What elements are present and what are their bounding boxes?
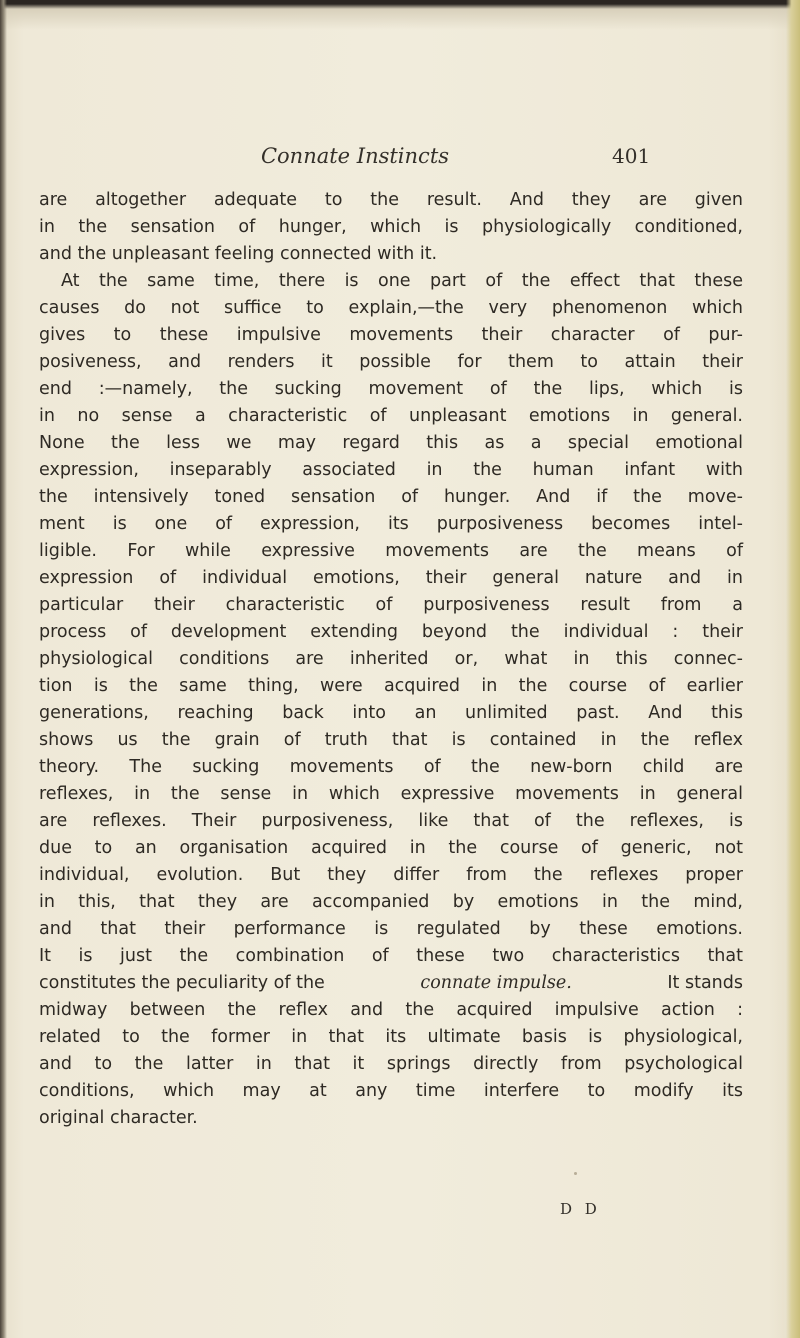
- text-line: expression of individual emotions, their general nature and in: [39, 568, 743, 588]
- text-line: reflexes, in the sense in which expressive movements in general: [39, 784, 743, 804]
- text-line: ment is one of expression, its purposiveness becomes intel-: [39, 514, 743, 534]
- text-line: None the less we may regard this as a special emotional: [39, 433, 743, 453]
- text-line: in this, that they are accompanied by emotions in the mind,: [39, 892, 743, 912]
- text-line: tion is the same thing, were acquired in the course of earlier: [39, 676, 743, 696]
- text-line: posiveness, and renders it possible for them to attain their: [39, 352, 743, 372]
- text-line: particular their characteristic of purposiveness result from a: [39, 595, 743, 615]
- text-line: in the sensation of hunger, which is physiologically conditioned,: [39, 217, 743, 237]
- text-line: midway between the reflex and the acquired impulsive action :: [39, 1000, 743, 1020]
- text-line: due to an organisation acquired in the course of generic, not: [39, 838, 743, 858]
- text-line: the intensively toned sensation of hunger. And if the move-: [39, 487, 743, 507]
- text-line: It is just the combination of these two characteristics that: [39, 946, 743, 966]
- text-segment: constitutes the peculiarity of the: [39, 973, 325, 993]
- text-line: causes do not suffice to explain,—the very phenomenon which: [39, 298, 743, 318]
- text-line: process of development extending beyond the individual : their: [39, 622, 743, 642]
- text-line: conditions, which may at any time interfere to modify its: [39, 1081, 743, 1101]
- page-right-edge: [786, 0, 800, 1338]
- text-line: individual, evolution. But they differ from the reflexes proper: [39, 865, 743, 885]
- text-segment: It stands: [667, 973, 743, 993]
- text-line: gives to these impulsive movements their character of pur-: [39, 325, 743, 345]
- signature-mark: D D: [560, 1200, 601, 1218]
- text-line: shows us the grain of truth that is contained in the reflex: [39, 730, 743, 750]
- text-line: expression, inseparably associated in the human infant with: [39, 460, 743, 480]
- text-line: are altogether adequate to the result. And they are given: [39, 190, 743, 210]
- text-line: [39, 970, 743, 997]
- body-text: [39, 187, 743, 1132]
- paper-speck: [574, 1172, 577, 1175]
- text-line: physiological conditions are inherited or, what in this connec-: [39, 649, 743, 669]
- text-line: original character.: [39, 1108, 198, 1128]
- text-line: in no sense a characteristic of unpleasant emotions in general.: [39, 406, 743, 426]
- text-line: and the unpleasant feeling connected with it.: [39, 244, 438, 264]
- page-number: 401: [612, 144, 651, 168]
- text-line: and to the latter in that it springs directly from psychological: [39, 1054, 743, 1074]
- page-top-edge: [0, 0, 800, 30]
- text-line: generations, reaching back into an unlimited past. And this: [39, 703, 743, 723]
- text-line: theory. The sucking movements of the new-born child are: [39, 757, 743, 777]
- page-left-edge: [0, 0, 7, 1338]
- text-line: are reflexes. Their purposiveness, like that of the reflexes, is: [39, 811, 743, 831]
- text-line: ligible. For while expressive movements are the means of: [39, 541, 743, 561]
- running-head: [0, 142, 800, 172]
- text-line: end :—namely, the sucking movement of the lips, which is: [39, 379, 743, 399]
- text-line: related to the former in that its ultimate basis is physiological,: [39, 1027, 743, 1047]
- text-line: At the same time, there is one part of the effect that these: [61, 271, 743, 291]
- italic-term: connate impulse.: [420, 973, 572, 993]
- text-line: and that their performance is regulated by these emotions.: [39, 919, 743, 939]
- running-title: Connate Instincts: [260, 144, 450, 168]
